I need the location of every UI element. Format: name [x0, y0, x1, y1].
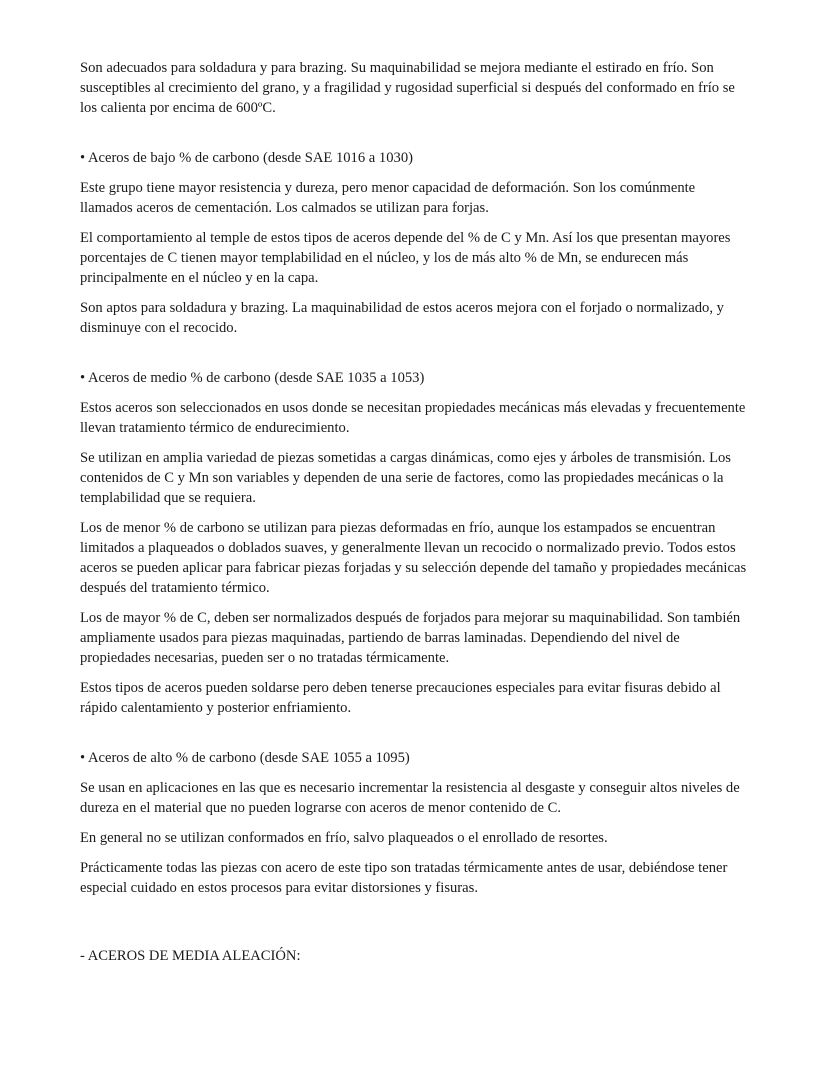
medium-carbon-heading: • Aceros de medio % de carbono (desde SAE 1035 a 1053): [80, 370, 425, 386]
low-carbon-heading: • Aceros de bajo % de carbono (desde SAE 1016 a 1030): [80, 150, 413, 166]
medium-carbon-paragraph-3: Los de menor % de carbono se utilizan para piezas deformadas en frío, aunque los estampados se encuentran limitados a plaqueados o doblados suaves, y generalmente llevan un recocido o normalizado previo. Todos estos aceros se pueden aplicar para fabricar piezas forjadas y su selección depende del tamaño y propiedades mecánicas después del tratamiento térmico.: [80, 520, 747, 596]
medium-carbon-paragraph-4: Los de mayor % de C, deben ser normalizados después de forjados para mejorar su maquinabilidad. Son también ampliamente usados para piezas maquinadas, partiendo de barras laminadas. Dependiendo del nivel de propiedades necesarias, pueden ser o no tratadas térmicamente.: [80, 610, 741, 666]
low-carbon-paragraph-1: Este grupo tiene mayor resistencia y dureza, pero menor capacidad de deformación. Son los comúnmente llamados aceros de cementación. Los calmados se utilizan para forjas.: [80, 180, 696, 216]
medium-carbon-paragraph-2: Se utilizan en amplia variedad de piezas sometidas a cargas dinámicas, como ejes y árboles de transmisión. Los contenidos de C y Mn son variables y dependen de una serie de factores, como las propiedades mecánicas o la templabilidad que se requiera.: [80, 450, 731, 506]
high-carbon-paragraph-3: Prácticamente todas las piezas con acero de este tipo son tratadas térmicamente antes de usar, debiéndose tener especial cuidado en estos procesos para evitar distorsiones y fisuras.: [80, 860, 728, 896]
high-carbon-paragraph-2: En general no se utilizan conformados en frío, salvo plaqueados o el enrollado de resortes.: [80, 830, 608, 846]
medium-alloy-section-heading: - ACEROS DE MEDIA ALEACIÓN:: [80, 948, 301, 964]
high-carbon-heading: • Aceros de alto % de carbono (desde SAE 1055 a 1095): [80, 750, 410, 766]
high-carbon-paragraph-1: Se usan en aplicaciones en las que es necesario incrementar la resistencia al desgaste y conseguir altos niveles de dureza en el material que no pueden lograrse con aceros de menor contenido de C.: [80, 780, 740, 816]
document-page: [80, 58, 748, 976]
medium-carbon-paragraph-5: Estos tipos de aceros pueden soldarse pero deben tenerse precauciones especiales para evitar fisuras debido al rápido calentamiento y posterior enfriamiento.: [80, 680, 721, 716]
low-carbon-paragraph-3: Son aptos para soldadura y brazing. La maquinabilidad de estos aceros mejora con el forjado o normalizado, y disminuye con el recocido.: [80, 300, 724, 336]
medium-carbon-paragraph-1: Estos aceros son seleccionados en usos donde se necesitan propiedades mecánicas más elevadas y frecuentemente llevan tratamiento térmico de endurecimiento.: [80, 400, 746, 436]
low-carbon-paragraph-2: El comportamiento al temple de estos tipos de aceros depende del % de C y Mn. Así los que presentan mayores porcentajes de C tienen mayor templabilidad en el núcleo, y los de más alto % de Mn, se endurecen más principalmente en el núcleo y en la capa.: [80, 230, 731, 286]
intro-paragraph: Son adecuados para soldadura y para brazing. Su maquinabilidad se mejora mediante el estirado en frío. Son susceptibles al crecimiento del grano, y a fragilidad y rugosidad superficial si después del conformado en frío se los calienta por encima de 600ºC.: [80, 60, 735, 116]
